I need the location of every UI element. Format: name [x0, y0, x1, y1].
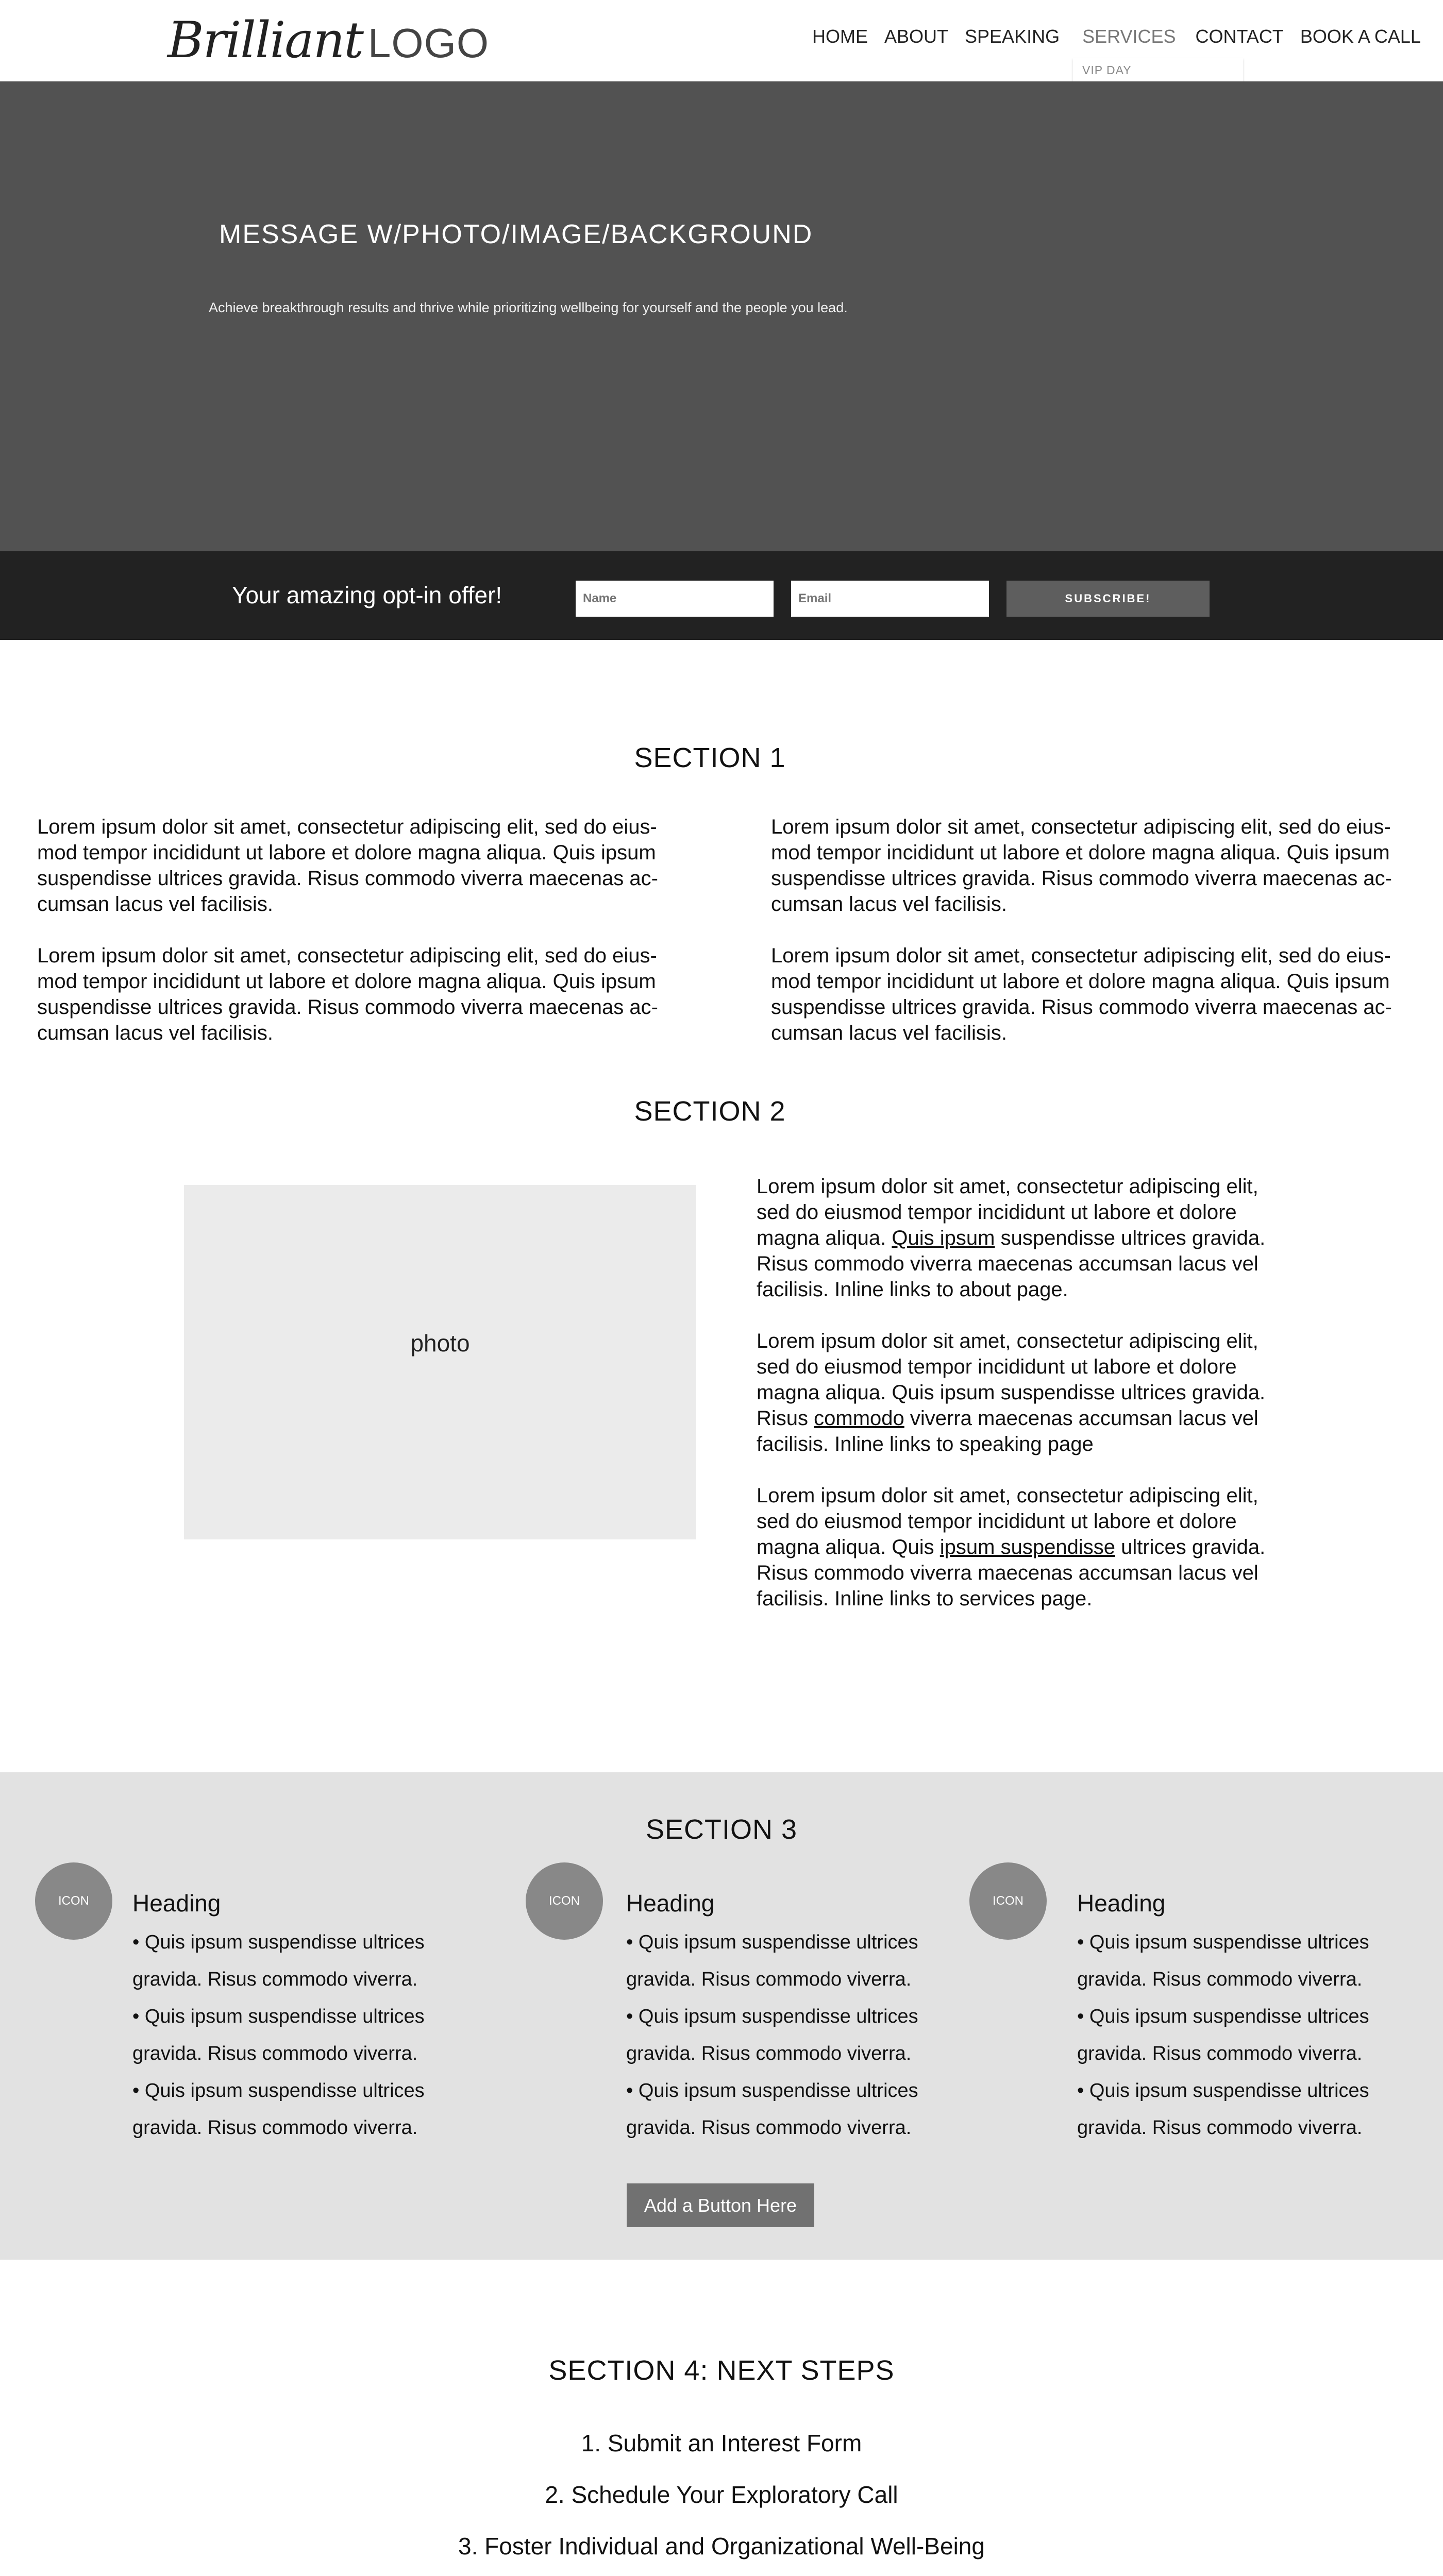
logo-script-text: Brilliant — [167, 11, 363, 69]
feature-bullet-line: • Quis ipsum suspendisse ultrices — [626, 2080, 918, 2102]
nav-contact[interactable]: CONTACT — [1195, 26, 1284, 47]
section-1-paragraph: Lorem ipsum dolor sit amet, consectetur adipiscing elit, sed do eius-mod tempor incididunt ut labore et dolore magna aliqua. Quis ipsum suspendisse ultrices gravida. Risus commodo viverra maecenas ac-cumsan lacus vel facilisis. — [771, 944, 1392, 1044]
logo-plain-text: LOGO — [367, 20, 490, 66]
feature-bullet-line: gravida. Risus commodo viverra. — [626, 1969, 912, 1990]
section-1-title: SECTION 1 — [634, 742, 786, 773]
hero-subtitle: Achieve breakthrough results and thrive while prioritizing wellbeing for yourself and the people you lead. — [209, 300, 848, 315]
feature-bullet-line: • Quis ipsum suspendisse ultrices — [132, 2080, 425, 2102]
feature-bullet-line: • Quis ipsum suspendisse ultrices — [626, 1931, 918, 1953]
next-step-item: 1. Submit an Interest Form — [581, 2430, 862, 2456]
inline-link-services[interactable]: ipsum suspendisse — [939, 1536, 1115, 1558]
feature-bullet-line: gravida. Risus commodo viverra. — [626, 2117, 912, 2139]
paragraph-text: Lorem ipsum dolor sit amet, consectetur adipiscing elit, sed do eiusmod tempor incididunt ut labore et dolore magna aliqua. Quis — [757, 1484, 1259, 1558]
feature-bullet-line: • Quis ipsum suspendisse ultrices — [132, 1931, 425, 1953]
feature-bullet-line: gravida. Risus commodo viverra. — [626, 2043, 912, 2064]
feature-bullet-line: gravida. Risus commodo viverra. — [1077, 1969, 1363, 1990]
feature-bullet-line: • Quis ipsum suspendisse ultrices — [1077, 2006, 1369, 2027]
section-2-title: SECTION 2 — [634, 1096, 786, 1127]
optin-subscribe-button[interactable]: SUBSCRIBE! — [1006, 581, 1210, 617]
feature-bullet-line: gravida. Risus commodo viverra. — [132, 2117, 418, 2139]
hero-title: MESSAGE W/PHOTO/IMAGE/BACKGROUND — [219, 219, 813, 249]
paragraph-text: Lorem ipsum dolor sit amet, consectetur adipiscing elit, sed do eiusmod tempor incididunt ut labore et dolore magna aliqua. — [757, 1175, 1259, 1249]
section-3-title: SECTION 3 — [645, 1814, 798, 1845]
inline-link-about[interactable]: Quis ipsum — [892, 1227, 995, 1249]
paragraph-text: suspendisse ultrices gravida. Risus commodo viverra maecenas accumsan lacus vel facilisis. Inline links to about page. — [757, 1227, 1266, 1301]
section-4-title: SECTION 4: NEXT STEPS — [548, 2355, 895, 2386]
paragraph-text: viverra maecenas accumsan lacus vel facilisis. Inline links to speaking page — [757, 1407, 1259, 1455]
hero-banner — [0, 81, 1443, 551]
feature-heading: Heading — [626, 1890, 715, 1917]
feature-bullet-line: gravida. Risus commodo viverra. — [1077, 2117, 1363, 2139]
feature-icon: ICON — [35, 1862, 112, 1940]
next-step-item: 2. Schedule Your Exploratory Call — [545, 2481, 898, 2508]
section-1-paragraph: Lorem ipsum dolor sit amet, consectetur adipiscing elit, sed do eius-mod tempor incididunt ut labore et dolore magna aliqua. Quis ipsum suspendisse ultrices gravida. Risus commodo viverra maecenas ac-cumsan lacus vel facilisis. — [37, 944, 658, 1044]
logo[interactable] — [167, 11, 489, 68]
feature-bullet-line: • Quis ipsum suspendisse ultrices — [132, 2006, 425, 2027]
feature-bullet-line: • Quis ipsum suspendisse ultrices — [1077, 1931, 1369, 1953]
inline-link-speaking[interactable]: commodo — [814, 1407, 904, 1430]
section-1-paragraph: Lorem ipsum dolor sit amet, consectetur adipiscing elit, sed do eius-mod tempor incididunt ut labore et dolore magna aliqua. Quis ipsum suspendisse ultrices gravida. Risus commodo viverra maecenas ac-cumsan lacus vel facilisis. — [771, 816, 1392, 916]
feature-bullet-line: • Quis ipsum suspendisse ultrices — [626, 2006, 918, 2027]
section-2-paragraph — [757, 1483, 1293, 1612]
main-nav — [812, 26, 1421, 47]
feature-heading: Heading — [132, 1890, 221, 1917]
next-step-item: 3. Foster Individual and Organizational Well-Being — [458, 2533, 985, 2560]
feature-icon: ICON — [969, 1862, 1047, 1940]
nav-book-a-call[interactable]: BOOK A CALL — [1300, 26, 1421, 47]
nav-speaking[interactable]: SPEAKING — [965, 26, 1060, 47]
nav-services[interactable]: SERVICES — [1082, 26, 1176, 47]
feature-heading: Heading — [1077, 1890, 1166, 1917]
feature-bullet-line: gravida. Risus commodo viverra. — [132, 2043, 418, 2064]
feature-bullet-line: gravida. Risus commodo viverra. — [132, 1969, 418, 1990]
paragraph-text: ultrices gravida. Risus commodo viverra maecenas accumsan lacus vel facilisis. Inline links to services page. — [757, 1536, 1266, 1610]
section-2-paragraph — [757, 1174, 1293, 1302]
dropdown-item-vip-day[interactable]: VIP DAY — [1082, 63, 1132, 77]
feature-bullet-line: gravida. Risus commodo viverra. — [1077, 2043, 1363, 2064]
nav-about[interactable]: ABOUT — [884, 26, 949, 47]
optin-text: Your amazing opt-in offer! — [232, 582, 502, 608]
section-3-cta-button[interactable]: Add a Button Here — [627, 2183, 814, 2227]
feature-icon: ICON — [526, 1862, 603, 1940]
photo-placeholder — [184, 1185, 696, 1539]
photo-label: photo — [410, 1330, 470, 1357]
section-2-paragraph — [757, 1328, 1293, 1457]
nav-home[interactable]: HOME — [812, 26, 868, 47]
optin-name-input[interactable] — [576, 581, 774, 617]
feature-bullet-line: • Quis ipsum suspendisse ultrices — [1077, 2080, 1369, 2102]
section-1-paragraph: Lorem ipsum dolor sit amet, consectetur adipiscing elit, sed do eius-mod tempor incididunt ut labore et dolore magna aliqua. Quis ipsum suspendisse ultrices gravida. Risus commodo viverra maecenas ac-cumsan lacus vel facilisis. — [37, 816, 658, 916]
paragraph-text: Lorem ipsum dolor sit amet, consectetur adipiscing elit, sed do eiusmod tempor incididunt ut labore et dolore magna aliqua. Quis ipsum suspendisse ultrices gravida. Risus — [757, 1330, 1266, 1430]
optin-email-input[interactable] — [791, 581, 989, 617]
